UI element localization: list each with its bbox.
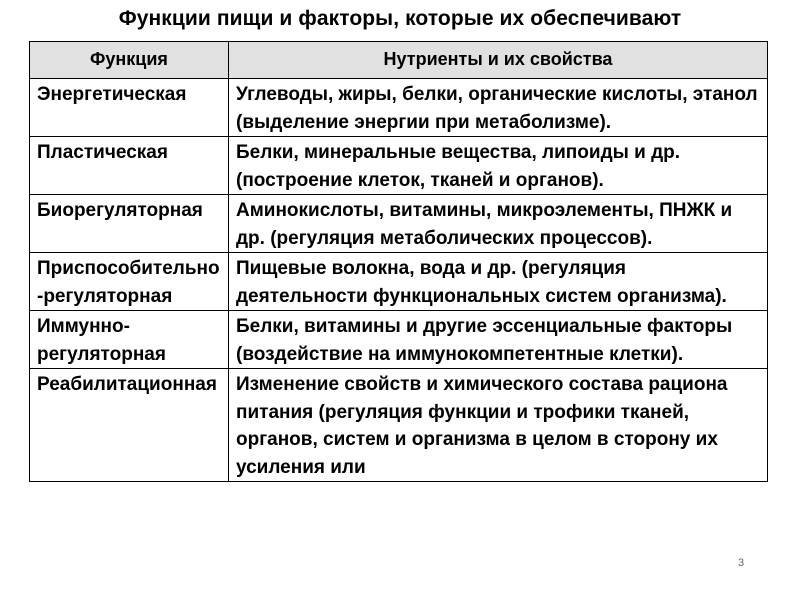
table-row — [30, 369, 768, 482]
nutrients-cell: Белки, минеральные вещества, липоиды и др. (построение клеток, тканей и органов). — [229, 137, 768, 195]
nutrients-cell: Углеводы, жиры, белки, органические кислоты, этанол (выделение энергии при метаболизме). — [229, 79, 768, 137]
table-row — [30, 311, 768, 369]
function-cell: Реабилитационная — [30, 369, 229, 482]
nutrients-cell: Аминокислоты, витамины, микроэлементы, ПНЖК и др. (регуляция метаболических процессов). — [229, 195, 768, 253]
table-row — [30, 195, 768, 253]
table-row — [30, 79, 768, 137]
nutrients-cell: Изменение свойств и химического состава рациона питания (регуляция функции и трофики тканей, органов, систем и организма в целом в сторону их усиления или — [229, 369, 768, 482]
header-function: Функция — [30, 42, 229, 79]
function-cell: Биорегуляторная — [30, 195, 229, 253]
table-header-row — [30, 42, 768, 79]
table-row — [30, 137, 768, 195]
slide-title: Функции пищи и факторы, которые их обеспечивают — [118, 7, 682, 30]
function-cell: Иммунно-регуляторная — [30, 311, 229, 369]
page-number: 3 — [738, 557, 745, 569]
function-cell: Пластическая — [30, 137, 229, 195]
functions-table — [29, 41, 768, 482]
header-nutrients: Нутриенты и их свойства — [229, 42, 768, 79]
table-row — [30, 253, 768, 311]
nutrients-cell: Белки, витамины и другие эссенциальные факторы (воздействие на иммунокомпетентные клетки). — [229, 311, 768, 369]
function-cell: Энергетическая — [30, 79, 229, 137]
nutrients-cell: Пищевые волокна, вода и др. (регуляция деятельности функциональных систем организма). — [229, 253, 768, 311]
function-cell: Приспособительно-регуляторная — [30, 253, 229, 311]
